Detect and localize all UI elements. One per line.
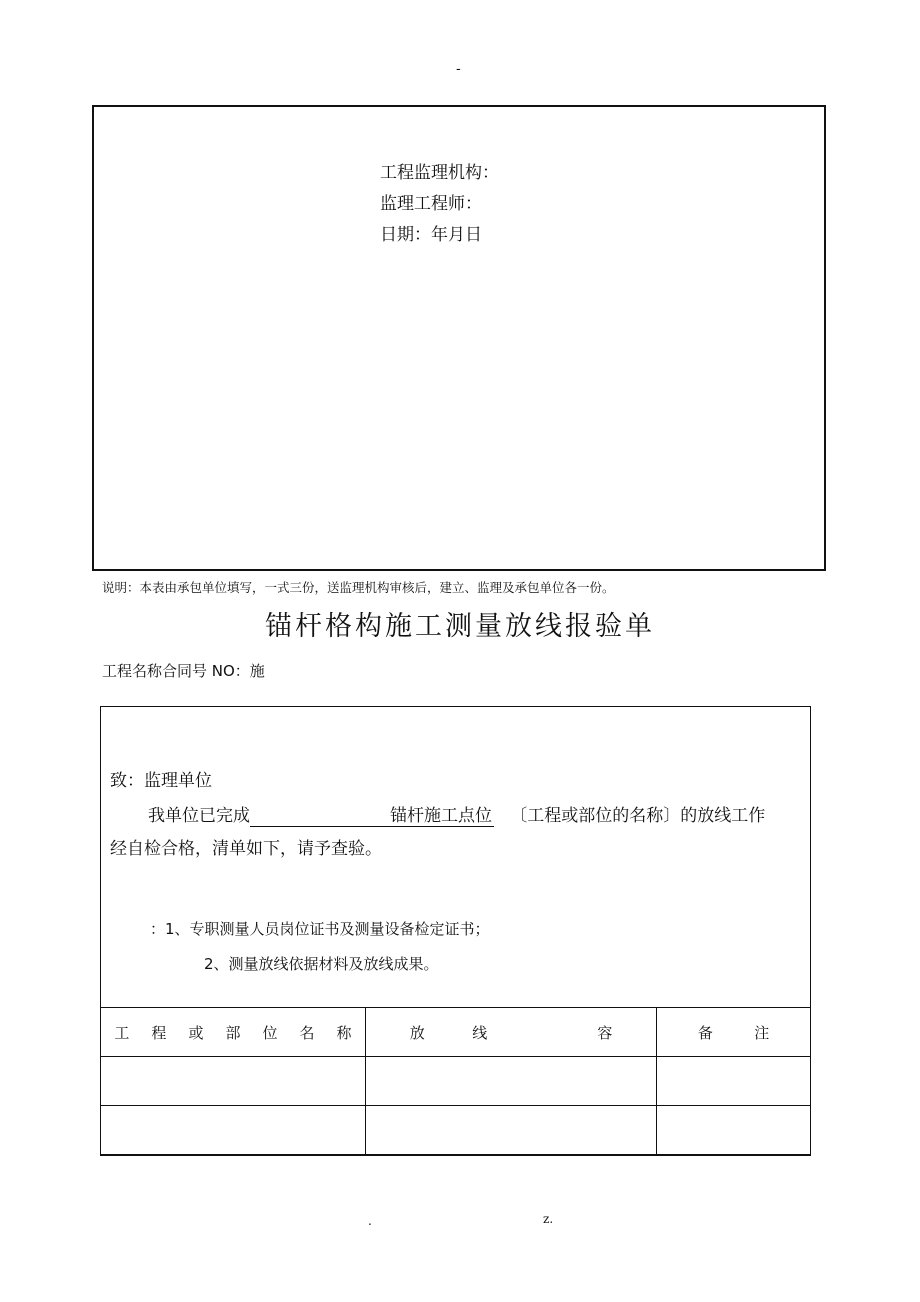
lofting-items-table	[100, 1007, 811, 1155]
contract-number-line: 工程名称合同号 NO：施	[102, 662, 265, 680]
addressee-line: 致：监理单位	[110, 771, 212, 791]
work-item-field[interactable]: 锚杆施工点位	[390, 806, 492, 826]
footer-mark-right: z.	[543, 1212, 554, 1226]
blank-underline	[250, 808, 388, 827]
header-remarks: 备 注	[657, 1008, 811, 1057]
completion-prefix: 我单位已完成	[148, 806, 250, 826]
attachment-item-1: ：1、专职测量人员岗位证书及测量设备检定证书；	[150, 920, 490, 938]
completion-statement	[148, 801, 765, 827]
table-row	[101, 1106, 811, 1155]
header-mark: -	[456, 62, 461, 77]
completion-statement-line2: 经自检合格，清单如下，请予查验。	[110, 839, 382, 859]
table-header-row	[101, 1008, 811, 1057]
table-cell[interactable]	[101, 1106, 366, 1155]
date-label: 日期：年月日	[380, 225, 482, 245]
table-row	[101, 1057, 811, 1106]
table-cell[interactable]	[365, 1106, 656, 1155]
supervision-agency-label: 工程监理机构：	[380, 163, 499, 183]
header-lofting-content: 放 线 容	[365, 1008, 656, 1057]
footer-mark-left: .	[368, 1214, 372, 1228]
supervising-engineer-label: 监理工程师：	[380, 194, 482, 214]
header-project-part-name: 工 程 或 部 位 名 称	[101, 1008, 366, 1057]
attachment-item-2: 2、测量放线依据材料及放线成果。	[204, 955, 439, 973]
form-title: 锚杆格构施工测量放线报验单	[265, 611, 655, 642]
table-cell[interactable]	[365, 1057, 656, 1106]
table-cell[interactable]	[657, 1057, 811, 1106]
table-cell[interactable]	[657, 1106, 811, 1155]
instruction-note: 说明：本表由承包单位填写，一式三份，送监理机构审核后，建立、监理及承包单位各一份。	[102, 580, 615, 595]
completion-suffix: 〔工程或部位的名称〕的放线工作	[510, 806, 766, 826]
table-cell[interactable]	[101, 1057, 366, 1106]
